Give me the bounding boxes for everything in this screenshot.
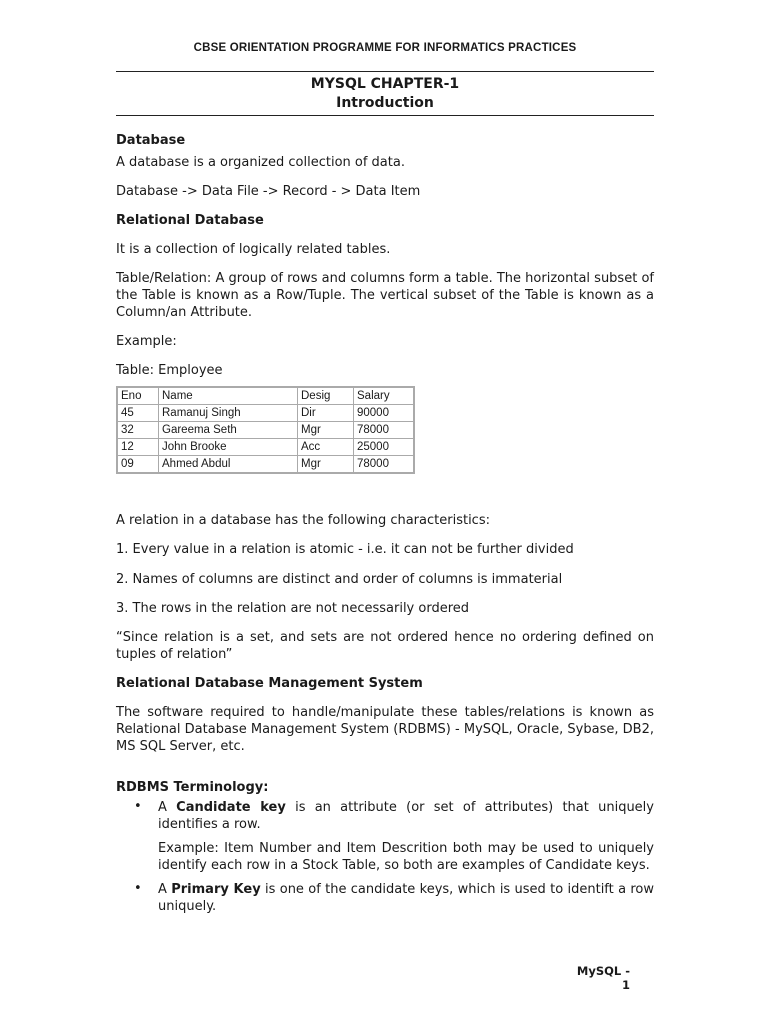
table-cell: 78000 — [354, 456, 415, 474]
section-heading-relational: Relational Database — [116, 213, 264, 228]
table-header-cell: Eno — [117, 387, 159, 405]
chapter-title: MYSQL CHAPTER-1 — [310, 76, 460, 92]
table-header-cell: Desig — [298, 387, 354, 405]
database-definition: A database is a organized collection of data. — [116, 155, 405, 170]
running-header: CBSE ORIENTATION PROGRAMME FOR INFORMATICS PRACTICES — [193, 42, 577, 54]
employee-table — [116, 386, 415, 474]
database-hierarchy: Database -> Data File -> Record - > Data Item — [116, 184, 421, 199]
table-header-cell: Name — [159, 387, 298, 405]
header-rule-bottom — [116, 115, 654, 116]
table-cell: Ahmed Abdul — [159, 456, 298, 474]
characteristic-item-3: 3. The rows in the relation are not necessarily ordered — [116, 601, 470, 616]
table-header-row — [117, 387, 414, 405]
table-cell: 78000 — [354, 422, 415, 439]
page-footer: MySQL - 1 — [576, 964, 630, 992]
table-cell: 45 — [117, 405, 159, 422]
characteristic-item-1: 1. Every value in a relation is atomic - i.e. it can not be further divided — [116, 542, 574, 557]
table-row — [117, 422, 414, 439]
candidate-key-example: Example: Item Number and Item Descrition both may be used to uniquely identify each row in a Stock Table, so both are examples of Candidate keys. — [158, 841, 654, 873]
table-cell: Mgr — [298, 456, 354, 474]
table-row — [117, 405, 414, 422]
table-label: Table: Employee — [116, 363, 223, 378]
candidate-key-item — [158, 799, 654, 833]
bullet-primary: • — [134, 881, 142, 896]
table-row — [117, 439, 414, 456]
table-cell: Ramanuj Singh — [159, 405, 298, 422]
section-heading-rdbms: Relational Database Management System — [116, 676, 423, 691]
header-rule-top — [116, 71, 654, 72]
table-cell: 25000 — [354, 439, 415, 456]
section-heading-terminology: RDBMS Terminology: — [116, 780, 269, 795]
primary-key-item — [158, 881, 654, 915]
characteristic-item-2: 2. Names of columns are distinct and order of columns is immaterial — [116, 572, 563, 587]
table-header-cell: Salary — [354, 387, 415, 405]
table-cell: 12 — [117, 439, 159, 456]
table-cell: 32 — [117, 422, 159, 439]
example-label: Example: — [116, 334, 177, 349]
chapter-subtitle: Introduction — [336, 95, 434, 111]
primary-prefix: A — [158, 882, 172, 897]
rdbms-definition: The software required to handle/manipulate these tables/relations is known as Relational Database Management System (RDBMS) - MySQL, Oracle, Sybase, DB2, MS SQL Server, etc. — [116, 705, 654, 754]
relation-quote: “Since relation is a set, and sets are not ordered hence no ordering defined on tuples of relation” — [116, 630, 654, 662]
table-cell: 09 — [117, 456, 159, 474]
table-cell: Gareema Seth — [159, 422, 298, 439]
candidate-key-term: Candidate key — [176, 800, 286, 815]
characteristics-intro: A relation in a database has the following characteristics: — [116, 513, 490, 528]
table-row — [117, 456, 414, 474]
table-cell: 90000 — [354, 405, 415, 422]
chapter-title-block — [116, 75, 654, 113]
table-cell: John Brooke — [159, 439, 298, 456]
primary-key-term: Primary Key — [171, 882, 261, 897]
candidate-key-text: is an attribute (or set of attributes) that uniquely identifies a row. — [158, 800, 654, 832]
candidate-prefix: A — [158, 800, 177, 815]
primary-key-text: is one of the candidate keys, which is used to identift a row uniquely. — [158, 882, 655, 914]
table-cell: Acc — [298, 439, 354, 456]
table-relation-paragraph: Table/Relation: A group of rows and columns form a table. The horizontal subset of the Table is known as a Row/Tuple. The vertical subset of the Table is known as a Column/an Attribute. — [116, 271, 654, 320]
table-cell: Dir — [298, 405, 354, 422]
section-heading-database: Database — [116, 133, 186, 148]
bullet-candidate: • — [134, 799, 142, 814]
table-cell: Mgr — [298, 422, 354, 439]
relational-definition: It is a collection of logically related tables. — [116, 242, 391, 257]
